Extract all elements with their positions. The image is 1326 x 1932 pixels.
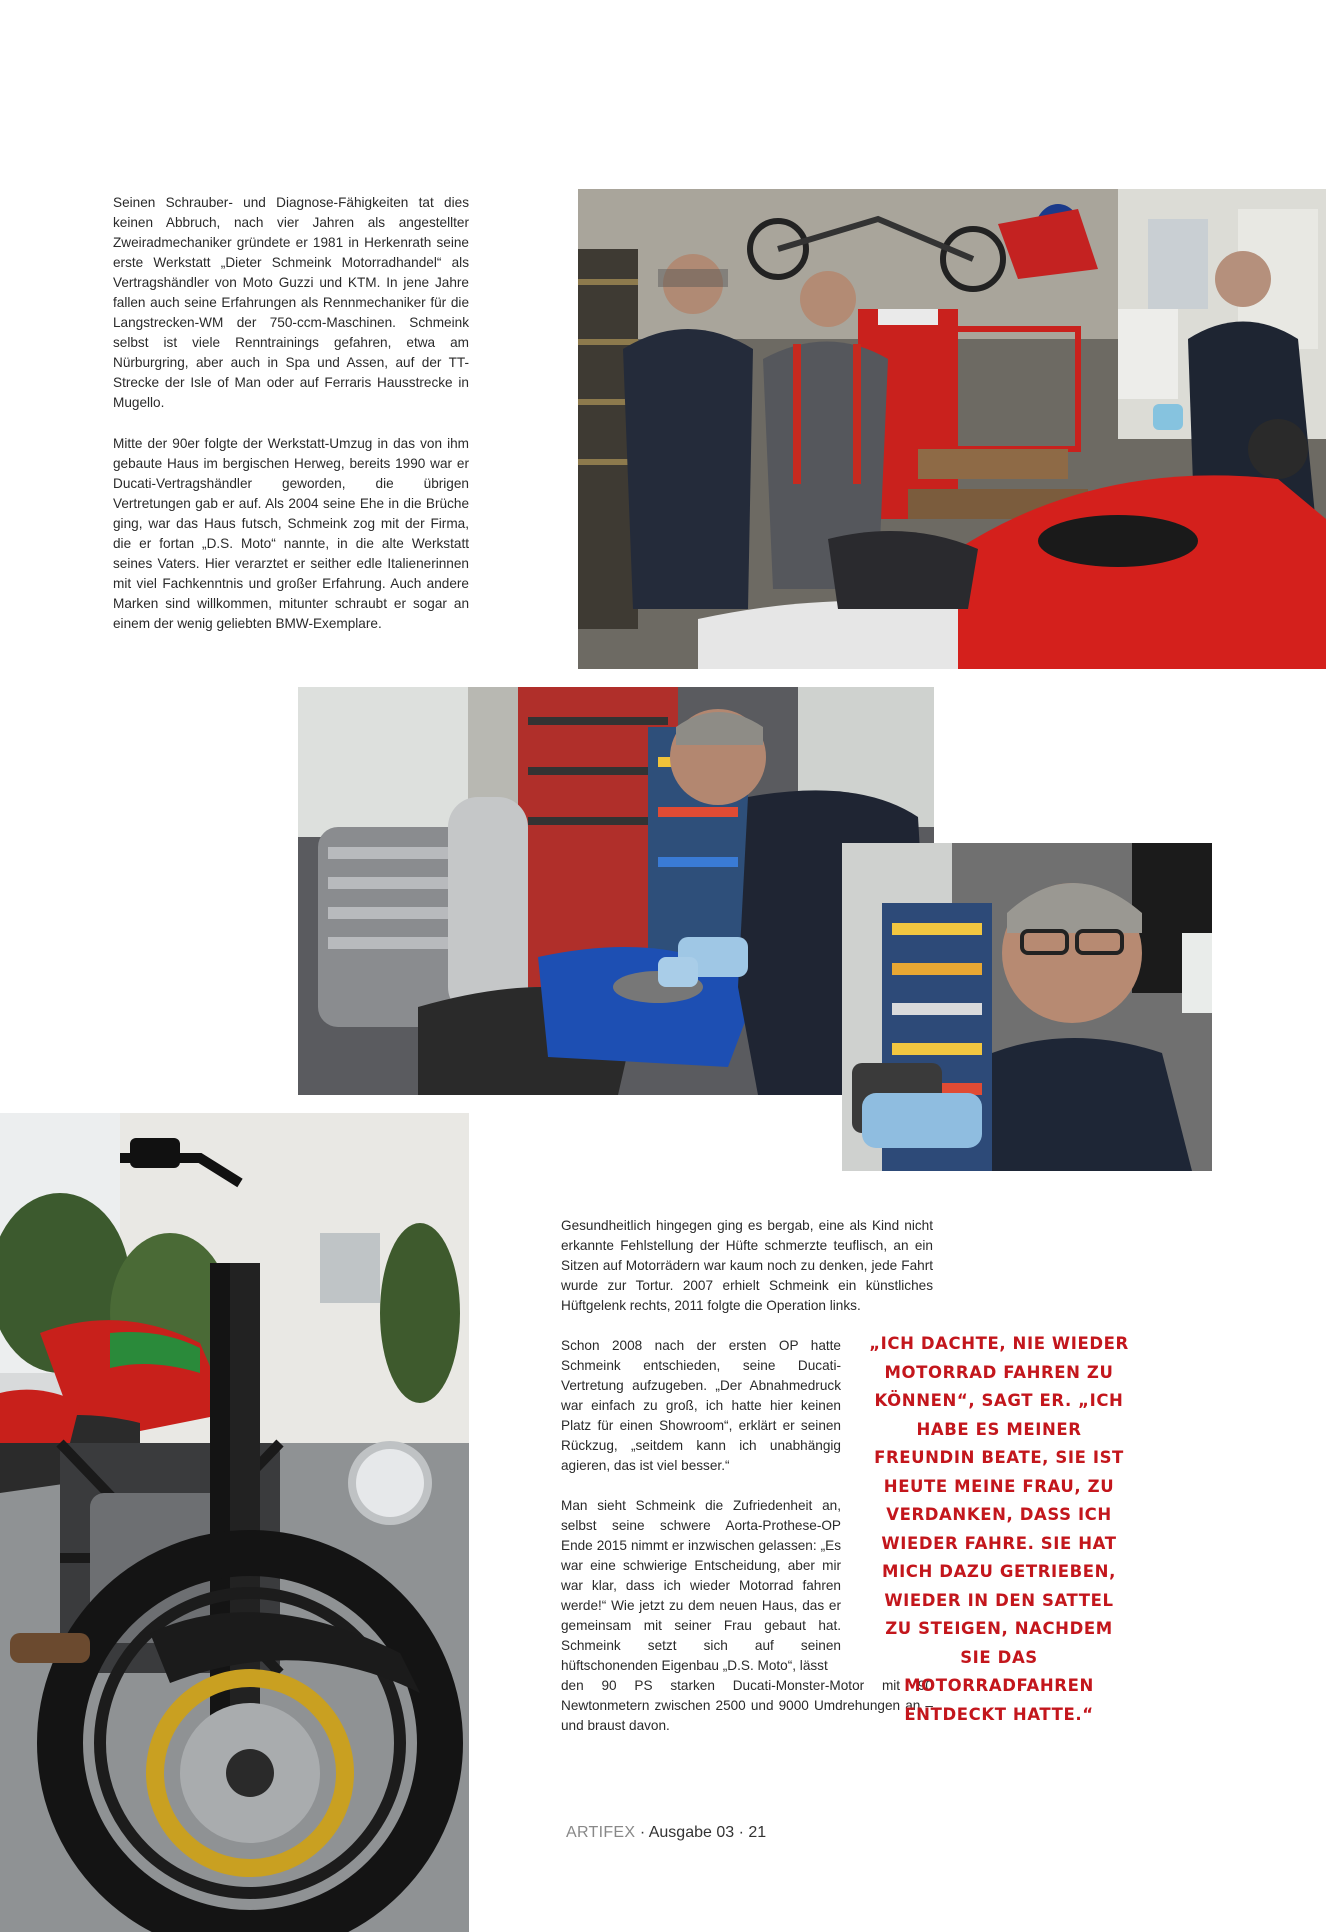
article-paragraph-2: Mitte der 90er folgte der Werkstatt-Umzug in das von ihm gebaute Haus im bergischen Herweg, bereits 1990 war er Ducati-Vertragshändler geworden, die übrigen Vertretungen gab er auf. Als 2004 seine Ehe in die Brüche ging, war das Haus futsch, Schmeink zog mit der Firma, die er fortan „D.S. Moto“ nannte, in die alte Werkstatt seines Vaters. Hier verarztet er seither edle Italienerinnen mit viel Fachkenntnis und großer Erfahrung. Auch andere Marken sind willkommen, mitunter schraubt er sogar an einem der wenig geliebten BMW-Exemplare. <box>113 436 469 631</box>
mechanic-working-photo <box>298 687 934 1095</box>
article-paragraph-1: Seinen Schrauber- und Diagnose-Fähigkeiten tat dies keinen Abbruch, nach vier Jahren als angestellter Zweiradmechaniker gründete er 1981 in Herkenrath seine erste Werkstatt „Dieter Schmeink Motorradhandel“ als Vertragshändler von Moto Guzzi und KTM. In jene Jahre fallen auch seine Erfahrungen als Rennmechaniker für die Langstrecken-WM der 750-ccm-Maschinen. Schmeink selbst ist viele Renntrainings gefahren, etwa am Nürburgring, aber auch in Spa und Assen, auf der TT-Strecke der Isle of Man oder auf Ferraris Hausstrecke in Mugello. <box>113 195 469 410</box>
pull-quote: „ICH DACHTE, NIE WIEDER MOTORRAD FAHREN ZU KÖNNEN“, SAGT ER. „ICH HABE ES MEINER FREUNDIN BEATE, SIE IST HEUTE MEINE FRAU, ZU VERDANKEN, DASS ICH WIEDER FAHRE. SIE HAT MICH DAZU GETRIEBEN, WIEDER IN DEN SATTEL ZU STEIGEN, NACHDEM SIE DAS MOTORRADFAHREN ENTDECKT HATTE.“ <box>869 1334 1129 1724</box>
ducati-monster-photo <box>0 1113 469 1932</box>
mechanic-portrait-photo <box>842 843 1212 1171</box>
article-paragraph-3: Gesundheitlich hingegen ging es bergab, eine als Kind nicht erkannte Fehlstellung der Hüfte schmerzte teuflisch, an ein Sitzen auf Motorrädern war kaum noch zu denken, jede Fahrt wurde zur Tortur. 2007 erhielt Schmeink ein künstliches Hüftgelenk rechts, 2011 folgte die Operation links. <box>561 1218 933 1313</box>
article-paragraph-6: den 90 PS starken Ducati-Monster-Motor mit 90 Newtonmetern zwischen 2500 und 9000 Umdrehungen an – und braust davon. <box>561 1678 933 1733</box>
footer-issue: · Ausgabe 03 · 21 <box>639 1824 767 1841</box>
article-paragraph-4: Schon 2008 nach der ersten OP hatte Schmeink entschieden, seine Ducati-Vertretung aufzugeben. „Der Abnahmedruck war einfach zu groß, ich hatte hier keinen Platz für einen Showroom“, erklärt er seinen Rückzug, „seitdem kann ich unabhängig agieren, das ist viel besser.“ <box>561 1338 841 1473</box>
article-paragraph-5: Man sieht Schmeink die Zufriedenheit an, selbst seine schwere Aorta-Prothese-OP Ende 2015 nimmt er inzwischen gelassen: „Es war eine schwierige Entscheidung, aber mir war klar, dass ich wieder Motorrad fahren werde!“ Wie jetzt zu dem neuen Haus, das er gemeinsam mit seiner Frau gebaut hat. Schmeink setzt sich auf seinen hüftschonenden Eigenbau „D.S. Moto“, lässt <box>561 1498 841 1673</box>
workshop-group-photo <box>578 189 1326 669</box>
page-footer <box>566 1824 766 1842</box>
footer-brand: ARTIFEX <box>566 1824 636 1841</box>
